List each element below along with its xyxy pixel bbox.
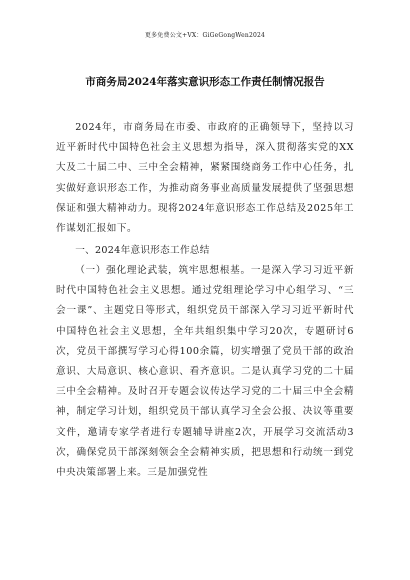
document-title: 市商务局2024年落实意识形态工作责任制情况报告 — [85, 76, 325, 88]
header-note: 更多免费公文+VX：GiGeGongWen2024 — [144, 32, 266, 39]
paragraph-intro: 2024年，市商务局在市委、市政府的正确领导下，坚持以习近平新时代中国特色社会主义思想为指导，深入贯彻落实党的XX大及二十届二中、三中全会精神，紧紧围绕商务工作中心任务，扎实做好意识形态工作，为推动商务事业高质量发展提供了坚强思想保证和强大精神动力。现将2024年意识形态工作总结及2025年工作谋划汇报如下。 — [56, 122, 354, 235]
paragraph-theory: （一）强化理论武装，筑牢思想根基。一是深入学习习近平新时代中国特色社会主义思想。通过党组理论学习中心组学习、“三会一课”、主题党日等形式，组织党员干部深入学习习近平新时代中国特色社会主义思想，全年共组织集中学习20次，专题研讨6次，党员干部撰写学习心得100余篇，切实增强了党员干部的政治意识、大局意识、核心意识、看齐意识。二是认真学习党的二十届三中全会精神。及时召开专题会议传达学习党的二十届三中全会精神，制定学习计划，组织党员干部认真学习全会公报、决议等重要文件，邀请专家学者进行专题辅导讲座2次，开展学习交流活动3次，确保党员干部深刻领会全会精神实质，把思想和行动统一到党中央决策部署上来。三是加强党性 — [56, 265, 354, 479]
section-heading: 一、2024年意识形态工作总结 — [75, 245, 210, 256]
